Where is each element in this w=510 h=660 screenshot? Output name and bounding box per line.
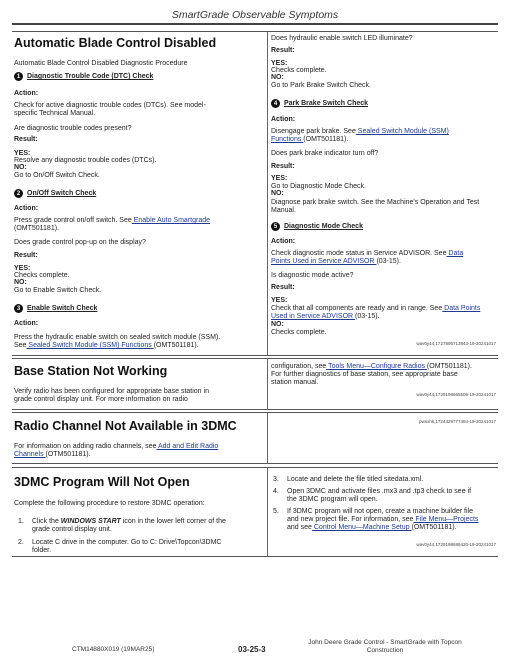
reference-id: wav0y44,1727895713943-19-20241017 bbox=[416, 341, 496, 346]
step-2-heading bbox=[14, 189, 96, 198]
no-label: NO: bbox=[14, 279, 27, 286]
step-2-action-text: Press grade control on/off switch. See bbox=[14, 217, 132, 224]
dmc-step-4-num: 4. bbox=[273, 488, 279, 495]
step-4-no-line-1: Diagnose park brake switch. See the Machine's Operation and Test bbox=[271, 199, 480, 206]
step-1-no-text: Go to On/Off Switch Check. bbox=[14, 172, 100, 179]
step-4-no-line-2: Manual. bbox=[271, 207, 296, 214]
step-1-heading bbox=[14, 72, 153, 81]
step-5-question: Is diagnostic mode active? bbox=[271, 272, 354, 279]
radio-left-column bbox=[14, 413, 262, 465]
step-5-no-text: Checks complete. bbox=[271, 329, 327, 336]
action-label: Action: bbox=[14, 320, 39, 327]
step-5-heading bbox=[271, 222, 363, 231]
footer-title-line-2: Construction bbox=[366, 647, 404, 654]
step-number-badge: 1 bbox=[14, 72, 23, 81]
yes-label: YES: bbox=[14, 150, 31, 157]
blade-left-column bbox=[14, 32, 262, 357]
result-label: Result: bbox=[14, 136, 38, 143]
step-4-action-text: Disengage park brake. See bbox=[271, 128, 356, 135]
dmc-right-column bbox=[271, 468, 496, 558]
dmc-step-5-line-1: If 3DMC program will not open, create a machine builder file bbox=[287, 508, 473, 515]
step-4-heading bbox=[271, 99, 368, 108]
dmc-step-5-num: 5. bbox=[273, 508, 279, 515]
footer-title-line-1: John Deere Grade Control - SmartGrade with Topcon bbox=[308, 639, 462, 646]
step-3-question: Does hydraulic enable switch LED illuminate? bbox=[271, 35, 413, 42]
base-right-line-3: station manual. bbox=[271, 379, 319, 386]
step-number-badge: 4 bbox=[271, 99, 280, 108]
procedure-title: Automatic Blade Control Disabled Diagnostic Procedure bbox=[14, 60, 188, 67]
result-label: Result: bbox=[271, 163, 295, 170]
dmc-step-2-line-1: Locate C drive in the computer. Go to C: Drive\Topcon\3DMC bbox=[32, 539, 222, 546]
column-divider bbox=[267, 468, 268, 556]
dmc-left-column bbox=[14, 468, 262, 558]
section-blade-control bbox=[12, 31, 498, 356]
yes-label: YES: bbox=[271, 60, 288, 67]
step-4-yes-text: Go to Diagnostic Mode Check. bbox=[271, 183, 366, 190]
dmc-intro: Complete the following procedure to restore 3DMC operation: bbox=[14, 500, 205, 507]
data-points-link[interactable]: Data Points bbox=[442, 305, 481, 312]
step-5-yes-text: Check that all components are ready and in range. See bbox=[271, 305, 443, 312]
base-right-line-2: For further diagnostics of base station, see appropriate base bbox=[271, 371, 458, 378]
step-3-heading bbox=[14, 304, 97, 313]
step-label: Enable Switch Check bbox=[27, 305, 98, 312]
step-1-question: Are diagnostic trouble codes present? bbox=[14, 125, 132, 132]
step-4-ref-text: (OMT501181). bbox=[303, 136, 349, 143]
section-title: Base Station Not Working bbox=[14, 364, 168, 378]
windows-start-text: WINDOWS START bbox=[58, 518, 121, 525]
service-advisor-link[interactable]: Points Used in Service ADVISOR bbox=[271, 258, 377, 265]
footer-manual-title bbox=[300, 639, 470, 655]
column-divider bbox=[267, 32, 268, 355]
dmc-step-1-line-2: grade control display unit. bbox=[32, 526, 112, 533]
section-title: 3DMC Program Will Not Open bbox=[14, 475, 190, 489]
dmc-step-5-text: and new project file. For information, see bbox=[287, 516, 414, 523]
step-5-action-line-2 bbox=[271, 258, 401, 267]
enable-auto-smartgrade-link[interactable]: Enable Auto Smartgrade bbox=[131, 217, 210, 224]
step-number-badge: 2 bbox=[14, 189, 23, 198]
sealed-switch-module-link[interactable]: Sealed Switch Module (SSM) Functions bbox=[26, 342, 154, 349]
reference-id: wav0y44,1729198665506-19-20241017 bbox=[416, 392, 496, 397]
step-2-action-line-2: (OMT501181). bbox=[14, 225, 59, 232]
file-menu-projects-link[interactable]: File Menu—Projects bbox=[413, 516, 479, 523]
section-3dmc-program bbox=[12, 467, 498, 557]
configure-radios-link[interactable]: Tools Menu—Configure Radios bbox=[326, 363, 427, 370]
no-label: NO: bbox=[14, 164, 27, 171]
yes-label: YES: bbox=[271, 175, 288, 182]
data-points-link[interactable]: Data bbox=[446, 250, 464, 257]
dmc-step-1-num: 1. bbox=[18, 518, 24, 525]
base-ref-text: (OMT501181). bbox=[426, 363, 472, 370]
step-1-action-line-2: specific Technical Manual. bbox=[14, 110, 96, 117]
dmc-step-3-num: 3. bbox=[273, 476, 279, 483]
reference-id: wav0y44,1729198686420-19-20241017 bbox=[416, 542, 496, 547]
step-5-action-text: Check diagnostic mode status in Service ADVISOR. See bbox=[271, 250, 447, 257]
section-title: Radio Channel Not Available in 3DMC bbox=[14, 419, 237, 433]
no-label: NO: bbox=[271, 74, 284, 81]
footer-page-number: 03-25-3 bbox=[238, 645, 266, 654]
result-label: Result: bbox=[271, 284, 295, 291]
step-label: On/Off Switch Check bbox=[27, 190, 97, 197]
step-4-action-line-2 bbox=[271, 136, 348, 145]
base-left-column bbox=[14, 359, 262, 411]
step-number-badge: 3 bbox=[14, 304, 23, 313]
action-label: Action: bbox=[271, 116, 296, 123]
step-label: Diagnostic Mode Check bbox=[284, 223, 363, 230]
result-label: Result: bbox=[14, 252, 38, 259]
radio-info-text: For information on adding radio channels, see bbox=[14, 443, 157, 450]
no-label: NO: bbox=[271, 321, 284, 328]
radio-right-column bbox=[271, 413, 496, 465]
action-label: Action: bbox=[271, 238, 296, 245]
section-base-station bbox=[12, 358, 498, 410]
step-3-yes-text: Checks complete. bbox=[271, 67, 327, 74]
functions-link[interactable]: Functions bbox=[271, 136, 304, 143]
dmc-step-2-line-2: folder. bbox=[32, 547, 52, 554]
radio-text-line-2 bbox=[14, 451, 91, 460]
step-2-yes-text: Checks complete. bbox=[14, 272, 70, 279]
step-5-yes-line-2 bbox=[271, 313, 380, 322]
dmc-step-3-line-1: Locate and delete the file titled sitedata.xml. bbox=[287, 476, 424, 483]
step-3-ref-text: (OMT501181). bbox=[153, 342, 199, 349]
result-label: Result: bbox=[271, 47, 295, 54]
radio-ref-text: (OTM501181). bbox=[45, 451, 91, 458]
blade-right-column bbox=[271, 32, 496, 357]
step-label: Diagnostic Trouble Code (DTC) Check bbox=[27, 73, 154, 80]
step-1-action-line-1: Check for active diagnostic trouble codes (DTCs). See model- bbox=[14, 102, 206, 109]
step-3-action-line-1: Press the hydraulic enable switch on sealed switch module (SSM). bbox=[14, 334, 221, 341]
column-divider bbox=[267, 359, 268, 409]
dmc-step-5-ref: (OMT501181). bbox=[411, 524, 457, 531]
base-text-line-1: Verify radio has been configured for appropriate base station in bbox=[14, 388, 209, 395]
step-label: Park Brake Switch Check bbox=[284, 100, 369, 107]
step-3-see-text: See bbox=[14, 342, 27, 349]
page-header: SmartGrade Observable Symptoms bbox=[171, 9, 339, 21]
step-1-yes-text: Resolve any diagnostic trouble codes (DTCs). bbox=[14, 157, 157, 164]
no-label: NO: bbox=[271, 190, 284, 197]
dmc-step-1-text: Click the bbox=[32, 518, 59, 525]
dmc-step-4-line-1: Open 3DMC and activate files .mx3 and .tp3 check to see if bbox=[287, 488, 472, 495]
sealed-switch-module-link[interactable]: Sealed Switch Module (SSM) bbox=[355, 128, 449, 135]
base-right-column bbox=[271, 359, 496, 411]
dmc-step-5-line-3 bbox=[287, 524, 457, 533]
machine-setup-link[interactable]: Control Menu—Machine Setup bbox=[311, 524, 412, 531]
dmc-step-4-line-2: the 3DMC program will open. bbox=[287, 496, 378, 503]
footer-doc-number: CTM14880X019 (19MAR25) bbox=[72, 646, 155, 653]
dmc-step-2-num: 2. bbox=[18, 539, 24, 546]
yes-label: YES: bbox=[271, 297, 288, 304]
step-3-no-text: Go to Park Brake Switch Check. bbox=[271, 82, 371, 89]
step-5-yes-ref: (03-15). bbox=[355, 313, 380, 320]
yes-label: YES: bbox=[14, 265, 31, 272]
step-number-badge: 5 bbox=[271, 222, 280, 231]
dmc-step-1-rest: icon in the lower left corner of the bbox=[120, 518, 226, 525]
dmc-step-5-see: and see bbox=[287, 524, 312, 531]
column-divider bbox=[267, 413, 268, 463]
step-2-no-text: Go to Enable Switch Check. bbox=[14, 287, 102, 294]
base-text-line-2: grade control display unit. For more information on radio bbox=[14, 396, 188, 403]
channels-link[interactable]: Channels bbox=[14, 451, 46, 458]
step-5-ref-text: (03-15). bbox=[376, 258, 401, 265]
service-advisor-link[interactable]: Used in Service ADVISOR bbox=[271, 313, 356, 320]
step-2-question: Does grade control pop-up on the display? bbox=[14, 239, 146, 246]
step-3-action-line-2 bbox=[14, 342, 199, 351]
base-config-text: configuration, see bbox=[271, 363, 327, 370]
section-radio-channel bbox=[12, 412, 498, 464]
action-label: Action: bbox=[14, 205, 39, 212]
section-title: Automatic Blade Control Disabled bbox=[14, 36, 217, 50]
reference-id: pwsxhk,1724329777484-19-20241017 bbox=[419, 419, 496, 424]
add-edit-radio-link[interactable]: Add and Edit Radio bbox=[156, 443, 219, 450]
action-label: Action: bbox=[14, 90, 39, 97]
header-rule bbox=[12, 23, 498, 25]
step-4-question: Does park brake indicator turn off? bbox=[271, 150, 379, 157]
